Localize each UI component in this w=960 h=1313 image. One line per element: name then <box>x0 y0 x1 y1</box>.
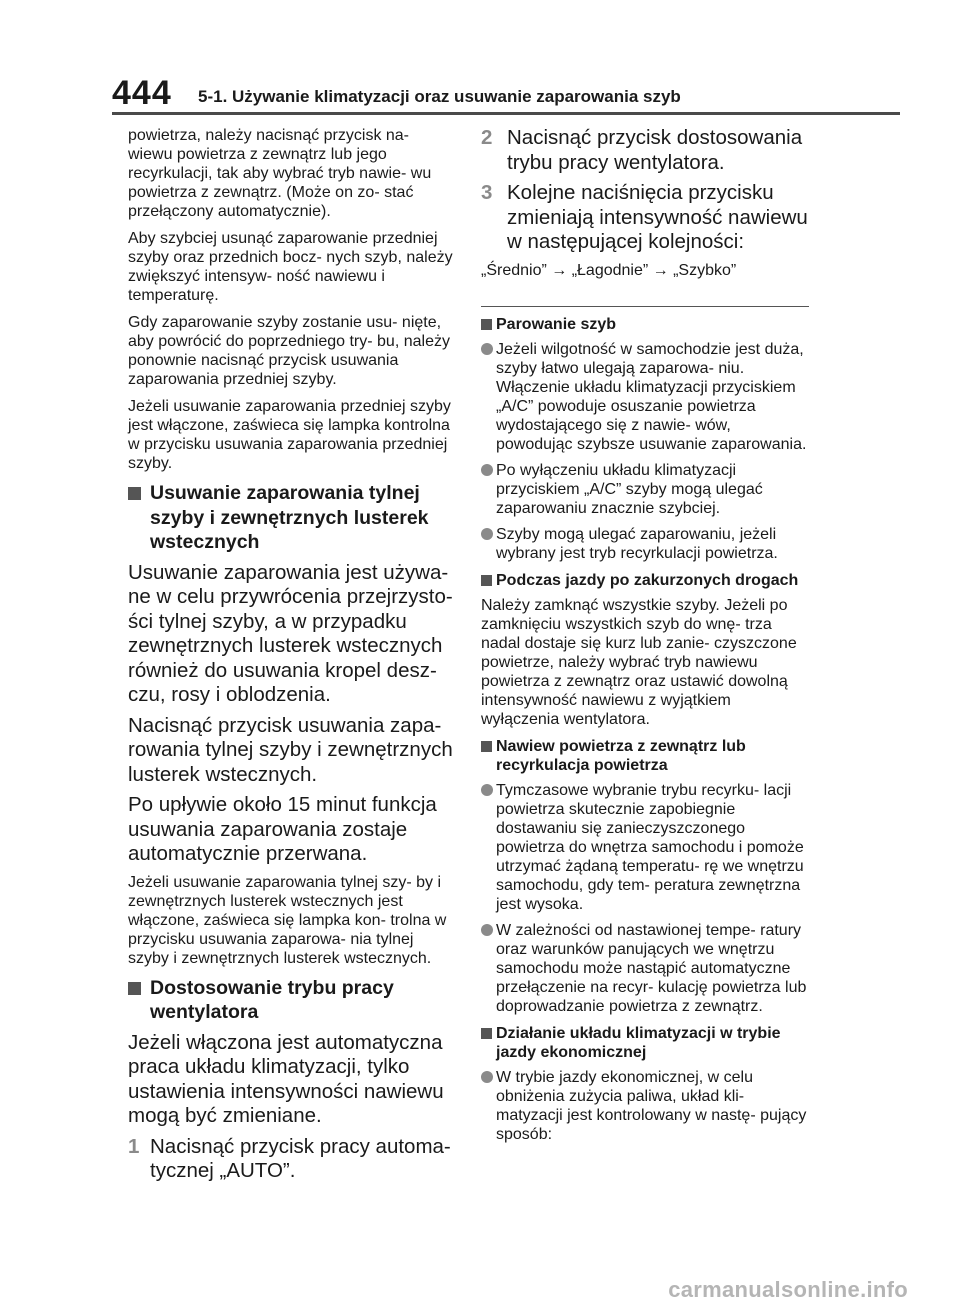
page-header <box>0 0 960 112</box>
step-text: Nacisnąć przycisk pracy automa- tycznej „AUTO”. <box>150 1134 451 1182</box>
step-2 <box>481 126 809 175</box>
bullet-item <box>481 1068 809 1144</box>
paragraph: Nacisnąć przycisk usuwania zapa- rowania tylnej szyby i zewnętrznych lusterek wstecznych. <box>128 713 453 786</box>
note-paragraph: Jeżeli usuwanie zaparowania tylnej szy- by i zewnętrznych lusterek wstecznych jest włączone, zaświeca się lampka kon- trolna w przycisku usuwania zaparowa- nia tylnej szyby i zewnętrznych lusterek wstecznych. <box>128 873 447 967</box>
bullet-item <box>481 525 809 563</box>
bullet-item <box>481 781 809 914</box>
step-number: 1 <box>128 1134 140 1158</box>
bullet-text: W trybie jazdy ekonomicznej, w celu obniżenia zużycia paliwa, układ kli- matyzacji jest kontrolowany w nastę- pujący sposób: <box>496 1068 807 1143</box>
step-number: 2 <box>481 126 493 149</box>
bullet-text: Szyby mogą ulegać zaparowaniu, jeżeli wybrany jest tryb recyrkulacji powietrza. <box>496 525 778 562</box>
header-rule <box>112 112 900 115</box>
square-bullet-icon <box>128 982 141 995</box>
bullet-text: Jeżeli wilgotność w samochodzie jest duża, szyby łatwo ulegają zaparowa- niu. Włączenie układu klimatyzacji przyciskiem „A/C” powoduje osuszanie powietrza wydostającego się z nawie- wów, powodując szybsze usuwanie zaparowania. <box>496 340 807 453</box>
sub-heading-text: Podczas jazdy po zakurzonych drogach <box>496 571 799 589</box>
section-divider <box>481 306 809 307</box>
section-heading-text: Usuwanie zaparowania tylnej szyby i zewnętrznych lusterek wstecznych <box>150 482 429 553</box>
bullet-text: Tymczasowe wybranie trybu recyrku- lacji powietrza skutecznie zapobiegnie dostawaniu się zanieczyszczonego powietrza do wnętrza samochodu i pomoże utrzymać żądaną temperatu- rę we wnętrzu samochodu, gdy tem- peratura zewnętrzna jest wysoka. <box>496 781 804 913</box>
square-bullet-icon <box>481 741 492 752</box>
bullet-text: W zależności od nastawionej tempe- ratury oraz warunków panujących we wnętrzu samochodu może nastąpić automatyczne przełączenie na recyr- kulację powietrza lub doprowadzanie powietrza z zewnątrz. <box>496 921 807 1015</box>
square-bullet-icon <box>481 1028 492 1039</box>
step-number: 3 <box>481 181 493 204</box>
paragraph: Jeżeli usuwanie zaparowania przedniej szyby jest włączone, zaświeca się lampka kontrolna w przycisku usuwania zaparowania przedniej szyby. <box>128 398 451 472</box>
sub-heading-outside-air <box>481 737 809 775</box>
sub-heading-text: Parowanie szyb <box>496 315 617 333</box>
section-heading-text: Dostosowanie trybu pracy wentylatora <box>150 976 394 1023</box>
sub-heading-fogging <box>481 315 809 334</box>
square-bullet-icon <box>128 487 141 500</box>
paragraph: Usuwanie zaparowania jest używa- ne w celu przywrócenia przejrzysto- ści tylnej szyby, a w przypadku zewnętrznych lusterek wstecznych również do usuwania kropel desz- czu, rosy i oblodzenia. <box>128 560 453 706</box>
step-text: Nacisnąć przycisk dostosowania trybu pracy wentylatora. <box>507 126 803 174</box>
step-1 <box>128 1135 454 1184</box>
sub-heading-eco-mode <box>481 1024 809 1062</box>
step-3 <box>481 181 809 255</box>
sub-heading-text: Działanie układu klimatyzacji w trybie jazdy ekonomicznej <box>496 1024 781 1061</box>
left-column <box>128 126 454 1190</box>
sub-heading-dusty-roads <box>481 571 809 590</box>
paragraph: powietrza, należy nacisnąć przycisk na- wiewu powietrza z zewnątrz lub jego recyrkulacji, tak aby wybrać tryb nawie- wu powietrza z zewnątrz. (Może on zo- stać przełączony automatycznie). <box>128 127 432 220</box>
circle-bullet-icon <box>481 464 493 476</box>
chapter-title: 5-1. Używanie klimatyzacji oraz usuwanie zaparowania szyb <box>198 87 681 106</box>
section-heading-fan-mode <box>128 976 454 1025</box>
right-column <box>481 126 809 1151</box>
bullet-item <box>481 921 809 1016</box>
circle-bullet-icon <box>481 784 493 796</box>
fan-speed-sequence: „Średnio” → „Łagodnie” → „Szybko” <box>481 261 737 279</box>
paragraph: Po upływie około 15 minut funkcja usuwania zaparowania zostaje automatycznie przerwana. <box>128 793 437 865</box>
paragraph: Gdy zaparowanie szyby zostanie usu- nięte, aby powrócić do poprzedniego try- bu, należy ponownie nacisnąć przycisk usuwania zaparowania przedniej szyby. <box>128 314 450 388</box>
page-number: 444 <box>112 74 172 112</box>
sub-heading-text: Nawiew powietrza z zewnątrz lub recyrkulacja powietrza <box>496 737 746 774</box>
circle-bullet-icon <box>481 343 493 355</box>
paragraph: Aby szybciej usunąć zaparowanie przedniej szyby oraz przednich bocz- nych szyb, należy zwiększyć intensyw- ność nawiewu i temperaturę. <box>128 230 453 304</box>
watermark: carmanualsonline.info <box>668 1277 908 1302</box>
paragraph: Należy zamknąć wszystkie szyby. Jeżeli po zamknięciu wszystkich szyb do wnę- trza nadal dostaje się kurz lub zanie- czyszczone powietrze, należy wybrać tryb nawiewu powietrza z zewnątrz oraz ustawić dowolną intensywność nawiewu z wyjątkiem wyłączenia wentylatora. <box>481 596 797 728</box>
circle-bullet-icon <box>481 924 493 936</box>
section-heading-rear-defog <box>128 481 454 555</box>
step-text: Kolejne naciśnięcia przycisku zmieniają intensywność nawiewu w następującej kolejności: <box>507 181 808 253</box>
circle-bullet-icon <box>481 1071 493 1083</box>
bullet-item <box>481 461 809 518</box>
bullet-item <box>481 340 809 454</box>
square-bullet-icon <box>481 319 492 330</box>
bullet-text: Po wyłączeniu układu klimatyzacji przyciskiem „A/C” szyby mogą ulegać zaparowaniu znacznie szybciej. <box>496 461 763 517</box>
circle-bullet-icon <box>481 528 493 540</box>
paragraph: Jeżeli włączona jest automatyczna praca układu klimatyzacji, tylko ustawienia intensywności nawiewu mogą być zmieniane. <box>128 1030 444 1127</box>
square-bullet-icon <box>481 575 492 586</box>
